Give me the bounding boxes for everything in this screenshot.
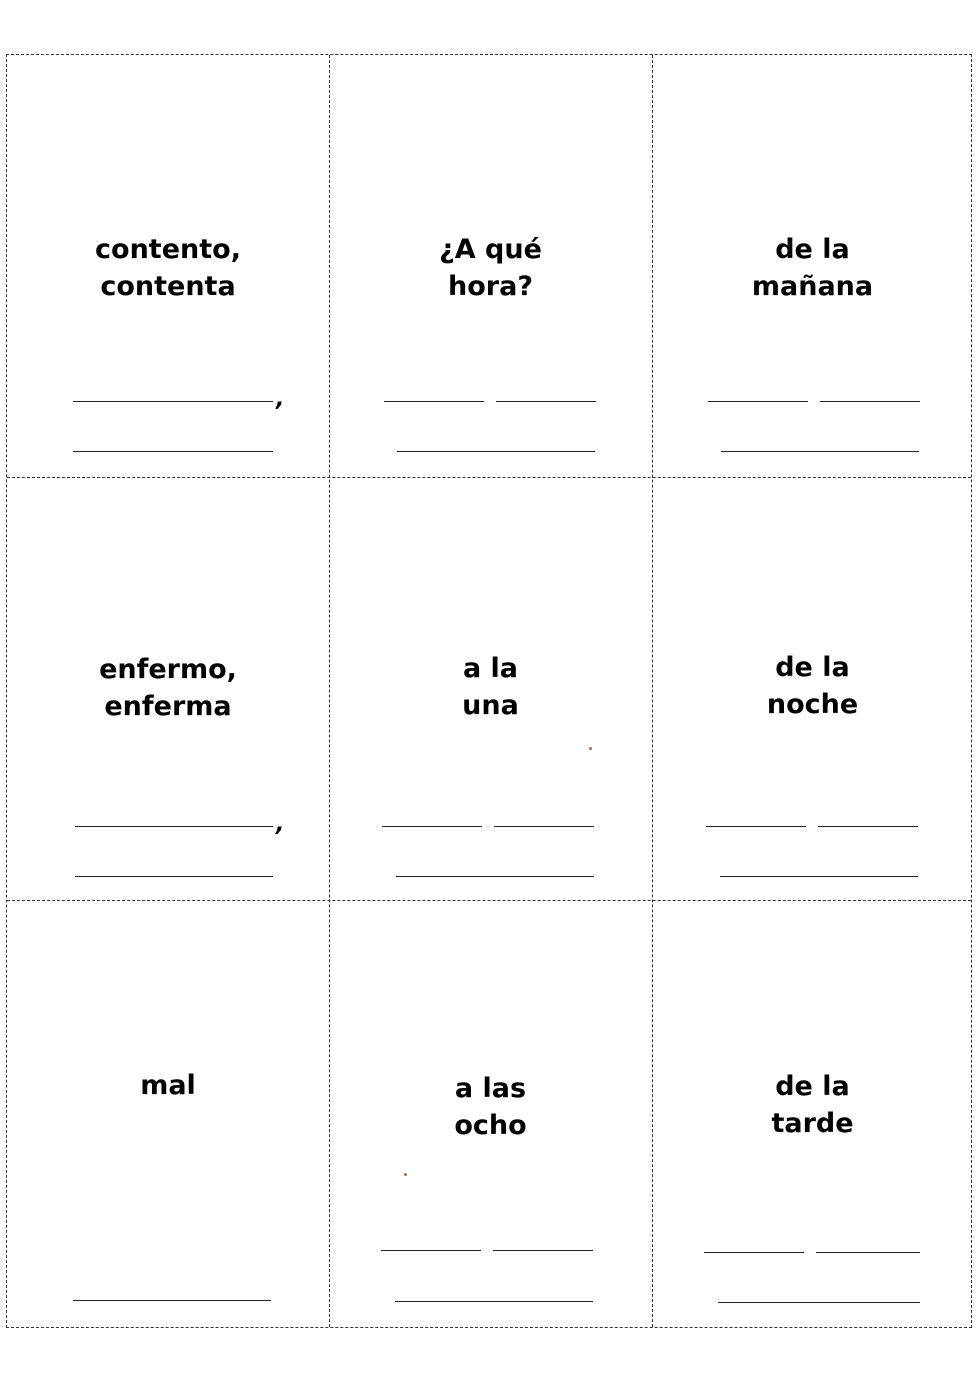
answer-blank [381, 1250, 481, 1251]
answer-blank [494, 826, 594, 827]
flashcard-a-la-una [329, 477, 652, 900]
answer-blank [816, 1252, 920, 1253]
answer-blank [493, 1250, 593, 1251]
flashcard-a-las-ocho [329, 900, 652, 1329]
flashcard-mal [7, 900, 329, 1329]
answer-blank [73, 451, 273, 452]
flashcard-a-que-hora [329, 55, 652, 477]
flashcard-de-la-noche [652, 477, 973, 900]
answer-blank [820, 401, 920, 402]
paper-speck [589, 747, 592, 750]
card-term: de la noche [766, 652, 859, 720]
answer-blank [384, 401, 484, 402]
answer-blank [818, 826, 918, 827]
flashcard-enfermo [7, 477, 329, 900]
answer-blank [720, 876, 918, 877]
paper-speck [404, 1173, 407, 1176]
card-term: de la mañana [751, 234, 874, 302]
card-term: contento, contenta [95, 234, 241, 302]
answer-blank [73, 401, 273, 402]
flashcard-de-la-manana [652, 55, 973, 477]
card-term: mal [140, 1070, 196, 1101]
flashcard-de-la-tarde [652, 900, 973, 1329]
card-term: a las ocho [454, 1073, 527, 1141]
flashcard-contento [7, 55, 329, 477]
answer-blank [382, 826, 482, 827]
blank-comma: , [276, 812, 285, 837]
answer-blank [721, 451, 919, 452]
answer-blank [396, 876, 594, 877]
answer-blank [395, 1301, 593, 1302]
card-term: enfermo, enferma [99, 654, 237, 722]
answer-blank [75, 826, 273, 827]
answer-blank [496, 401, 596, 402]
answer-blank [708, 401, 808, 402]
card-term: ¿A qué hora? [439, 234, 542, 302]
answer-blank [718, 1302, 920, 1303]
card-term: de la tarde [771, 1071, 854, 1139]
answer-blank [75, 876, 273, 877]
answer-blank [704, 1252, 804, 1253]
answer-blank [706, 826, 806, 827]
answer-blank [73, 1300, 271, 1301]
answer-blank [397, 451, 595, 452]
flashcard-sheet [6, 54, 972, 1328]
card-term: a la una [462, 653, 519, 721]
blank-comma: , [276, 387, 285, 412]
